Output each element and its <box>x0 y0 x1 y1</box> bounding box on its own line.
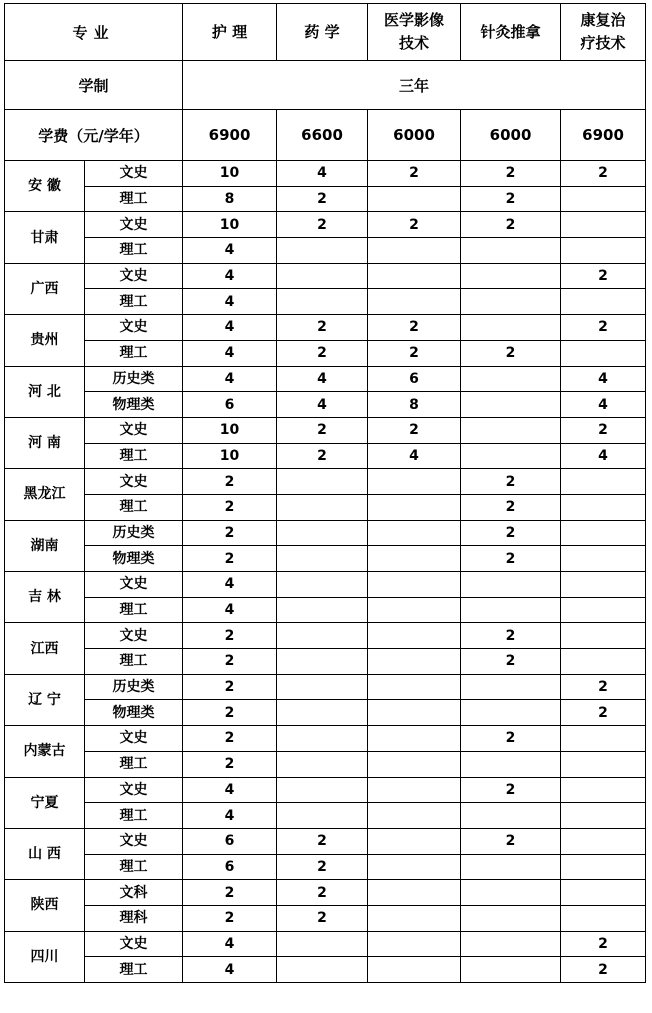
quota-value-cell: 2 <box>183 469 277 495</box>
quota-value-cell: 4 <box>277 161 368 187</box>
tuition-fee-cell: 6000 <box>368 110 461 161</box>
quota-value-cell: 10 <box>183 212 277 238</box>
quota-value-cell: 2 <box>183 520 277 546</box>
track-cell: 理工 <box>85 494 183 520</box>
track-cell: 理工 <box>85 649 183 675</box>
quota-value-cell: 2 <box>183 546 277 572</box>
quota-value-cell: 4 <box>183 777 277 803</box>
quota-row <box>5 880 646 906</box>
province-cell: 安 徽 <box>5 161 85 212</box>
province-cell: 陕西 <box>5 880 85 931</box>
tuition-fee-cell: 6900 <box>183 110 277 161</box>
quota-value-cell <box>368 546 461 572</box>
quota-value-cell <box>561 289 646 315</box>
major-name-cell <box>368 4 461 61</box>
major-name-cell: 针灸推拿 <box>461 4 561 61</box>
quota-value-cell: 2 <box>183 649 277 675</box>
quota-value-cell <box>561 751 646 777</box>
quota-value-cell <box>368 623 461 649</box>
quota-value-cell <box>368 803 461 829</box>
quota-value-cell <box>461 854 561 880</box>
quota-value-cell: 2 <box>461 469 561 495</box>
province-cell: 内蒙古 <box>5 726 85 777</box>
quota-value-cell: 2 <box>277 186 368 212</box>
quota-value-cell <box>368 828 461 854</box>
quota-value-cell: 2 <box>461 649 561 675</box>
quota-value-cell: 2 <box>461 340 561 366</box>
quota-row <box>5 212 646 238</box>
track-cell: 物理类 <box>85 392 183 418</box>
quota-value-cell <box>461 957 561 983</box>
quota-value-cell: 4 <box>561 443 646 469</box>
track-cell: 文史 <box>85 828 183 854</box>
quota-row <box>5 777 646 803</box>
quota-row <box>5 572 646 598</box>
quota-value-cell <box>368 905 461 931</box>
major-name-cell: 药 学 <box>277 4 368 61</box>
quota-value-cell <box>561 572 646 598</box>
tuition-fee-cell: 6900 <box>561 110 646 161</box>
duration-label-cell: 学制 <box>5 61 183 110</box>
quota-value-cell: 2 <box>277 315 368 341</box>
quota-value-cell <box>368 957 461 983</box>
quota-value-cell: 10 <box>183 417 277 443</box>
track-cell: 理工 <box>85 751 183 777</box>
quota-value-cell <box>277 726 368 752</box>
track-cell: 文史 <box>85 263 183 289</box>
track-cell: 理工 <box>85 957 183 983</box>
province-cell: 贵州 <box>5 315 85 366</box>
quota-value-cell <box>561 494 646 520</box>
quota-value-cell <box>368 674 461 700</box>
quota-value-cell: 2 <box>561 417 646 443</box>
quota-value-cell: 2 <box>277 212 368 238</box>
quota-value-cell <box>277 263 368 289</box>
quota-value-cell: 2 <box>277 340 368 366</box>
quota-value-cell <box>277 931 368 957</box>
quota-value-cell <box>277 520 368 546</box>
enrollment-quota-table <box>4 3 646 983</box>
quota-value-cell: 2 <box>461 161 561 187</box>
track-cell: 文史 <box>85 315 183 341</box>
quota-value-cell: 2 <box>368 315 461 341</box>
track-cell: 物理类 <box>85 546 183 572</box>
track-cell: 理工 <box>85 443 183 469</box>
quota-value-cell: 6 <box>183 392 277 418</box>
quota-value-cell: 2 <box>561 263 646 289</box>
quota-row <box>5 340 646 366</box>
quota-value-cell <box>277 700 368 726</box>
quota-row <box>5 623 646 649</box>
quota-value-cell: 2 <box>461 726 561 752</box>
quota-value-cell <box>277 649 368 675</box>
quota-value-cell: 2 <box>183 905 277 931</box>
quota-row <box>5 392 646 418</box>
track-cell: 理工 <box>85 186 183 212</box>
track-cell: 理工 <box>85 854 183 880</box>
province-cell: 黑龙江 <box>5 469 85 520</box>
quota-value-cell <box>277 289 368 315</box>
quota-value-cell <box>368 494 461 520</box>
quota-row <box>5 803 646 829</box>
quota-value-cell <box>561 546 646 572</box>
quota-value-cell <box>561 880 646 906</box>
province-cell: 四川 <box>5 931 85 982</box>
quota-value-cell <box>368 880 461 906</box>
quota-value-cell: 4 <box>183 238 277 264</box>
quota-row <box>5 597 646 623</box>
province-cell: 山 西 <box>5 828 85 879</box>
quota-value-cell: 10 <box>183 161 277 187</box>
quota-value-cell: 4 <box>183 931 277 957</box>
quota-value-cell <box>461 700 561 726</box>
province-cell: 湖南 <box>5 520 85 571</box>
quota-value-cell <box>368 469 461 495</box>
quota-value-cell <box>277 494 368 520</box>
quota-value-cell <box>277 751 368 777</box>
quota-value-cell <box>368 572 461 598</box>
quota-value-cell <box>461 417 561 443</box>
quota-value-cell <box>561 340 646 366</box>
tuition-fee-cell: 6000 <box>461 110 561 161</box>
province-cell: 辽 宁 <box>5 674 85 725</box>
major-name-text: 医学影像技术 <box>384 11 445 52</box>
track-cell: 文科 <box>85 880 183 906</box>
quota-value-cell: 6 <box>183 854 277 880</box>
track-cell: 历史类 <box>85 520 183 546</box>
duration-value-cell: 三年 <box>183 61 646 110</box>
quota-value-cell <box>368 751 461 777</box>
quota-value-cell: 2 <box>183 494 277 520</box>
quota-value-cell <box>461 443 561 469</box>
quota-value-cell <box>561 854 646 880</box>
quota-row <box>5 494 646 520</box>
quota-row <box>5 161 646 187</box>
province-cell: 宁夏 <box>5 777 85 828</box>
quota-value-cell <box>561 186 646 212</box>
quota-value-cell: 4 <box>561 366 646 392</box>
quota-value-cell <box>368 726 461 752</box>
duration-row <box>5 61 646 110</box>
quota-row <box>5 674 646 700</box>
track-cell: 文史 <box>85 417 183 443</box>
quota-value-cell <box>368 854 461 880</box>
track-cell: 理工 <box>85 289 183 315</box>
quota-value-cell: 4 <box>183 803 277 829</box>
quota-value-cell <box>561 828 646 854</box>
quota-value-cell <box>561 623 646 649</box>
quota-value-cell <box>561 469 646 495</box>
quota-value-cell <box>277 238 368 264</box>
quota-value-cell: 4 <box>183 957 277 983</box>
quota-value-cell: 2 <box>277 417 368 443</box>
quota-value-cell <box>561 212 646 238</box>
quota-value-cell <box>461 597 561 623</box>
province-cell: 广西 <box>5 263 85 314</box>
quota-row <box>5 289 646 315</box>
quota-value-cell <box>461 880 561 906</box>
tuition-fee-cell: 6600 <box>277 110 368 161</box>
quota-value-cell: 2 <box>461 494 561 520</box>
quota-value-cell: 6 <box>183 828 277 854</box>
quota-value-cell <box>461 392 561 418</box>
tuition-fee-row <box>5 110 646 161</box>
quota-value-cell <box>277 777 368 803</box>
track-cell: 文史 <box>85 572 183 598</box>
quota-value-cell <box>368 931 461 957</box>
quota-value-cell <box>461 366 561 392</box>
quota-value-cell: 2 <box>277 880 368 906</box>
quota-value-cell <box>561 726 646 752</box>
quota-value-cell: 2 <box>461 546 561 572</box>
enrollment-quota-document <box>4 3 646 983</box>
province-cell: 河 北 <box>5 366 85 417</box>
track-cell: 历史类 <box>85 366 183 392</box>
quota-value-cell <box>561 520 646 546</box>
quota-value-cell: 2 <box>561 700 646 726</box>
quota-value-cell: 2 <box>461 777 561 803</box>
quota-value-cell: 4 <box>183 572 277 598</box>
quota-value-cell: 2 <box>368 161 461 187</box>
quota-row <box>5 417 646 443</box>
quota-value-cell: 4 <box>277 392 368 418</box>
quota-value-cell: 4 <box>277 366 368 392</box>
province-cell: 甘肃 <box>5 212 85 263</box>
quota-value-cell: 2 <box>461 828 561 854</box>
quota-value-cell: 10 <box>183 443 277 469</box>
track-cell: 理工 <box>85 238 183 264</box>
quota-value-cell: 2 <box>277 828 368 854</box>
track-cell: 文史 <box>85 931 183 957</box>
quota-row <box>5 366 646 392</box>
quota-value-cell <box>368 263 461 289</box>
quota-row <box>5 726 646 752</box>
quota-value-cell: 2 <box>183 880 277 906</box>
quota-row <box>5 546 646 572</box>
quota-value-cell <box>461 315 561 341</box>
quota-value-cell: 4 <box>183 366 277 392</box>
quota-value-cell <box>461 803 561 829</box>
quota-row <box>5 700 646 726</box>
quota-value-cell: 2 <box>368 417 461 443</box>
quota-value-cell: 6 <box>368 366 461 392</box>
quota-value-cell: 4 <box>183 263 277 289</box>
quota-value-cell: 2 <box>561 315 646 341</box>
major-label-cell: 专业 <box>5 4 183 61</box>
quota-value-cell: 2 <box>183 751 277 777</box>
quota-row <box>5 186 646 212</box>
quota-value-cell <box>561 777 646 803</box>
quota-value-cell <box>277 623 368 649</box>
province-cell: 吉 林 <box>5 572 85 623</box>
quota-row <box>5 751 646 777</box>
quota-value-cell: 2 <box>183 700 277 726</box>
quota-value-cell <box>561 905 646 931</box>
quota-table-body <box>5 4 646 983</box>
quota-value-cell <box>561 803 646 829</box>
quota-value-cell: 2 <box>277 905 368 931</box>
quota-value-cell: 2 <box>461 520 561 546</box>
quota-value-cell: 2 <box>561 161 646 187</box>
quota-value-cell: 4 <box>183 340 277 366</box>
major-name-cell: 护 理 <box>183 4 277 61</box>
quota-value-cell <box>368 777 461 803</box>
quota-value-cell <box>277 803 368 829</box>
quota-row <box>5 443 646 469</box>
quota-value-cell: 4 <box>368 443 461 469</box>
quota-value-cell <box>461 289 561 315</box>
track-cell: 理工 <box>85 597 183 623</box>
quota-value-cell: 2 <box>277 854 368 880</box>
track-cell: 文史 <box>85 212 183 238</box>
quota-value-cell: 2 <box>561 674 646 700</box>
quota-value-cell: 2 <box>561 931 646 957</box>
track-cell: 物理类 <box>85 700 183 726</box>
quota-value-cell <box>561 649 646 675</box>
track-cell: 文史 <box>85 623 183 649</box>
quota-value-cell <box>368 186 461 212</box>
quota-value-cell: 2 <box>368 212 461 238</box>
quota-value-cell: 2 <box>183 623 277 649</box>
quota-value-cell <box>277 546 368 572</box>
quota-value-cell <box>368 649 461 675</box>
quota-row <box>5 263 646 289</box>
track-cell: 理工 <box>85 340 183 366</box>
quota-value-cell: 2 <box>183 674 277 700</box>
quota-value-cell: 4 <box>183 289 277 315</box>
quota-value-cell <box>277 469 368 495</box>
quota-value-cell <box>277 597 368 623</box>
quota-row <box>5 649 646 675</box>
quota-value-cell <box>461 238 561 264</box>
quota-value-cell: 2 <box>461 186 561 212</box>
quota-value-cell <box>561 597 646 623</box>
quota-value-cell <box>461 263 561 289</box>
major-header-row <box>5 4 646 61</box>
track-cell: 理科 <box>85 905 183 931</box>
quota-value-cell <box>368 700 461 726</box>
quota-value-cell <box>368 597 461 623</box>
track-cell: 文史 <box>85 777 183 803</box>
quota-value-cell: 2 <box>183 726 277 752</box>
quota-value-cell <box>461 674 561 700</box>
quota-value-cell: 4 <box>183 597 277 623</box>
tuition-fee-label-cell: 学费（元/学年） <box>5 110 183 161</box>
province-cell: 河 南 <box>5 417 85 468</box>
quota-value-cell <box>368 238 461 264</box>
province-cell: 江西 <box>5 623 85 674</box>
quota-value-cell <box>277 674 368 700</box>
quota-value-cell: 2 <box>461 623 561 649</box>
major-name-text: 康复治疗技术 <box>580 11 626 52</box>
track-cell: 历史类 <box>85 674 183 700</box>
quota-value-cell <box>461 931 561 957</box>
quota-value-cell <box>277 572 368 598</box>
quota-value-cell <box>368 289 461 315</box>
quota-row <box>5 520 646 546</box>
track-cell: 文史 <box>85 161 183 187</box>
quota-row <box>5 828 646 854</box>
quota-row <box>5 905 646 931</box>
quota-value-cell <box>277 957 368 983</box>
quota-row <box>5 957 646 983</box>
quota-value-cell <box>461 905 561 931</box>
quota-value-cell: 2 <box>368 340 461 366</box>
track-cell: 文史 <box>85 469 183 495</box>
quota-value-cell: 4 <box>183 315 277 341</box>
quota-row <box>5 315 646 341</box>
track-cell: 理工 <box>85 803 183 829</box>
quota-value-cell <box>561 238 646 264</box>
quota-value-cell <box>461 572 561 598</box>
quota-value-cell <box>368 520 461 546</box>
quota-value-cell: 4 <box>561 392 646 418</box>
quota-value-cell: 8 <box>368 392 461 418</box>
quota-value-cell: 2 <box>277 443 368 469</box>
quota-row <box>5 931 646 957</box>
major-name-cell <box>561 4 646 61</box>
quota-row <box>5 469 646 495</box>
quota-row <box>5 238 646 264</box>
quota-value-cell: 2 <box>461 212 561 238</box>
track-cell: 文史 <box>85 726 183 752</box>
quota-value-cell <box>461 751 561 777</box>
quota-value-cell: 8 <box>183 186 277 212</box>
quota-value-cell: 2 <box>561 957 646 983</box>
quota-row <box>5 854 646 880</box>
